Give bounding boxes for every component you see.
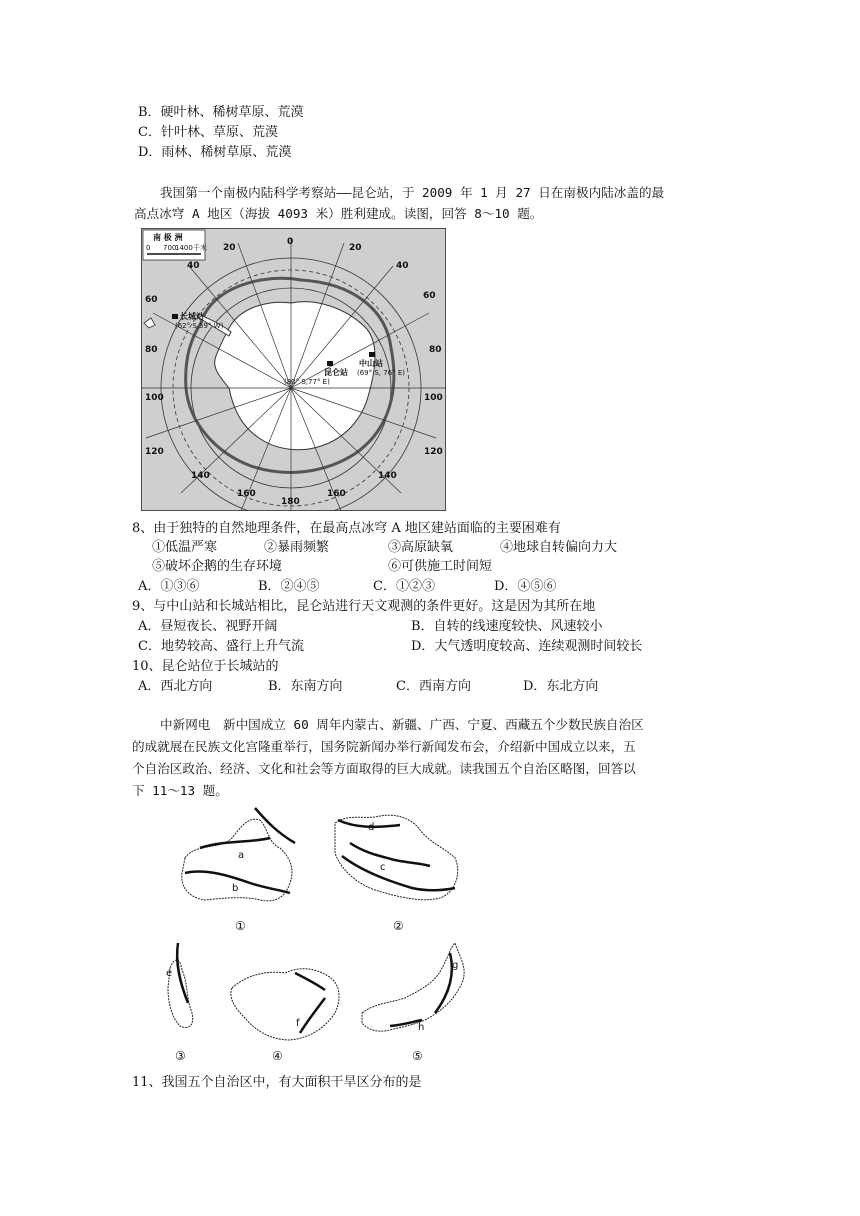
q7-option-d: D．雨林、稀树草原、荒漠 (138, 145, 292, 160)
lon-label-120e: 120 (424, 447, 443, 457)
label-e: e (166, 968, 173, 979)
intro1-line1: 我国第一个南极内陆科学考察站——昆仑站，于 2009 年 1 月 27 日在南极内陆冰盖的最 (160, 185, 665, 200)
antarctica-map (141, 228, 446, 511)
lon-label-20e: 20 (349, 243, 362, 253)
q9-option-d: D．大气透明度较高、连续观测时间较长 (411, 639, 643, 654)
changcheng-station-marker (172, 314, 178, 319)
q11-stem: 11、我国五个自治区中，有大面积干旱区分布的是 (132, 1075, 422, 1090)
lon-label-80w: 80 (145, 345, 158, 355)
zhongshan-station-label: 中山站 (359, 359, 383, 368)
lon-label-100w: 100 (145, 393, 164, 403)
autonomous-regions-map (150, 798, 500, 1068)
lon-label-140w: 140 (191, 471, 210, 481)
region-3-map (166, 943, 193, 1063)
q8-item-5: ⑤破坏企鹅的生存环境 (152, 559, 283, 574)
kunlun-station-label: 昆仑站 (324, 368, 348, 377)
intro2-line3: 个自治区政治、经济、文化和社会等方面取得的巨大成就。读我国五个自治区略图，回答以 (132, 761, 636, 776)
q9-stem: 9、与中山站和长城站相比，昆仑站进行天文观测的条件更好。这是因为其所在地 (132, 599, 596, 614)
label-b: b (232, 883, 239, 894)
q10-option-d: D．东北方向 (523, 679, 599, 694)
region-4-map (231, 969, 339, 1063)
label-d: d (368, 822, 375, 833)
q8-option-d: D．④⑤⑥ (494, 579, 557, 594)
lon-label-20w: 20 (223, 243, 236, 253)
label-f: f (296, 1018, 300, 1029)
changcheng-station-coord: (62° S,59° W) (175, 322, 224, 330)
q8-option-b: B．②④⑤ (258, 579, 320, 594)
lon-label-180: 180 (281, 497, 300, 507)
q9-option-a: A．昼短夜长、视野开阔 (138, 619, 278, 634)
label-h: h (418, 1022, 425, 1033)
q8-option-a: A．①③⑥ (138, 579, 200, 594)
intro2-line2: 的成就展在民族文化宫隆重举行，国务院新闻办举行新闻发布会，介绍新中国成立以来，五 (132, 739, 636, 754)
intro2-line4: 下 11～13 题。 (132, 783, 228, 798)
lon-label-160w: 160 (237, 489, 256, 499)
lon-label-0: 0 (287, 237, 294, 247)
region-number-4: ④ (272, 1049, 283, 1063)
q8-stem: 8、由于独特的自然地理条件，在最高点冰穹 A 地区建站面临的主要困难有 (132, 521, 561, 536)
scale-1400: 1400千米 (175, 244, 207, 252)
label-g: g (452, 960, 459, 971)
label-c: c (380, 862, 386, 873)
q10-option-b: B．东南方向 (268, 679, 343, 694)
region-number-5: ⑤ (412, 1049, 423, 1063)
region-2-map (335, 815, 458, 933)
q9-option-c: C．地势较高、盛行上升气流 (138, 639, 304, 654)
changcheng-station-label: 长城站 (180, 312, 204, 321)
map-title: 南 极 洲 (153, 233, 183, 242)
q9-option-b: B．自转的线速度较快、风速较小 (411, 619, 603, 634)
intro1-line2: 高点冰穹 A 地区（海拔 4093 米）胜利建成。读图，回答 8～10 题。 (134, 206, 543, 221)
lon-label-80e: 80 (429, 345, 442, 355)
region-number-3: ③ (175, 1049, 186, 1063)
scale-700: 700 (163, 244, 177, 252)
region-number-1: ① (235, 919, 246, 933)
scale-0: 0 (146, 244, 151, 252)
q8-item-2: ②暴雨频繁 (264, 540, 330, 555)
zhongshan-station-marker (369, 352, 375, 357)
q8-item-3: ③高原缺氧 (388, 540, 454, 555)
region-5-map (362, 943, 464, 1063)
q10-option-c: C．西南方向 (396, 679, 471, 694)
q7-option-c: C．针叶林、草原、荒漠 (138, 125, 278, 140)
q8-item-1: ①低温严寒 (152, 540, 218, 555)
lon-label-60w: 60 (145, 295, 158, 305)
kunlun-station-coord: (80° S,77° E) (284, 378, 330, 386)
lon-label-100e: 100 (424, 393, 443, 403)
q7-option-b: B．硬叶林、稀树草原、荒漠 (138, 105, 304, 120)
lon-label-40w: 40 (187, 261, 200, 271)
lon-label-40e: 40 (396, 261, 409, 271)
q8-item-6: ⑥可供施工时间短 (388, 559, 493, 574)
label-a: a (238, 850, 245, 861)
lon-label-160e: 160 (327, 489, 346, 499)
zhongshan-station-coord: (69° S, 76° E) (357, 369, 406, 377)
kunlun-station-marker (327, 361, 333, 366)
lon-label-120w: 120 (145, 447, 164, 457)
region-number-2: ② (393, 919, 404, 933)
region-1-map (182, 808, 295, 933)
lon-label-60e: 60 (423, 291, 436, 301)
q10-option-a: A．西北方向 (138, 679, 213, 694)
lon-label-140e: 140 (378, 471, 397, 481)
q8-option-c: C．①②③ (373, 579, 435, 594)
q8-item-4: ④地球自转偏向力大 (500, 540, 618, 555)
intro2-line1: 中新网电 新中国成立 60 周年内蒙古、新疆、广西、宁夏、西藏五个少数民族自治区 (160, 717, 644, 732)
q10-stem: 10、昆仑站位于长城站的 (132, 659, 279, 674)
